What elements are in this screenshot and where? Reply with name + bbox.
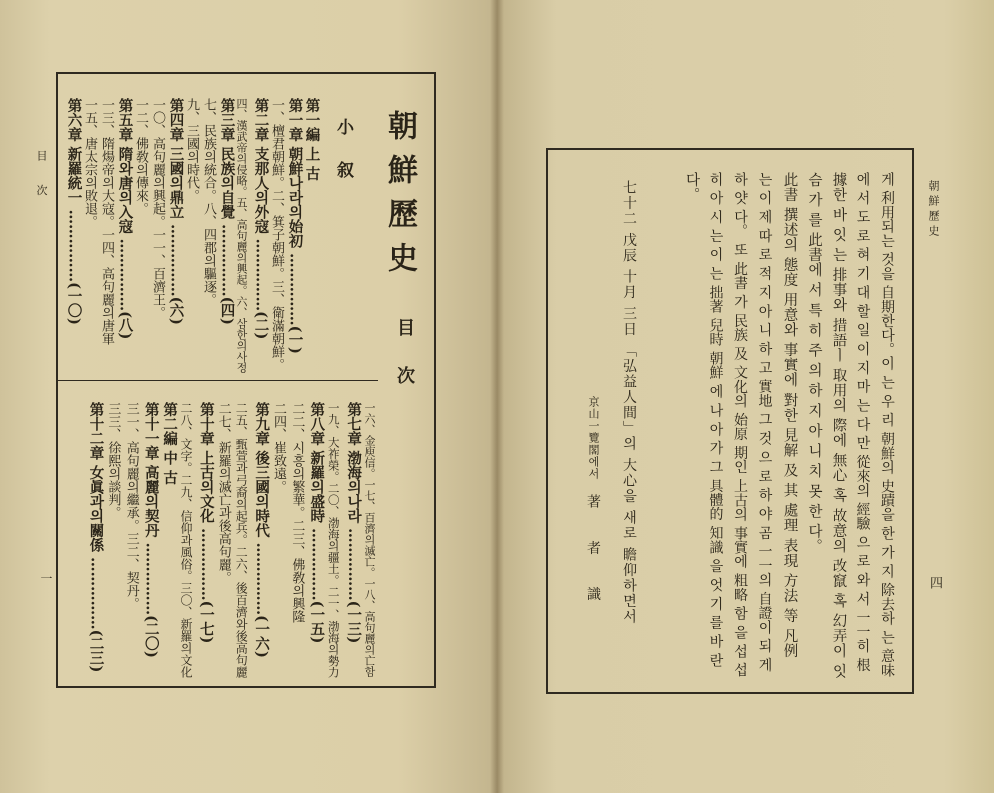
toc-lower-line-5: 二二、시흥의繁華。二三、佛敎의興隆: [289, 402, 305, 623]
left-folio: 一: [39, 572, 53, 584]
toc-upper-line-2: 第一章 朝鮮나라의始初 ……………(一): [286, 98, 304, 354]
toc-upper-line-8: 九、三國의時代。: [184, 98, 199, 202]
toc-upper-line-1: 第一編 上 古: [303, 98, 321, 181]
toc-upper-line-7: 七、民族의統合。八、四郡의驅逐。: [201, 98, 216, 306]
preface-line-6: 는 이 제 따 로 적 지 아 니 하 고 實地 그 것 으 로 하 야 곰 一一의 自證이 되 게: [756, 172, 773, 672]
left-side-label: 目 次: [35, 150, 48, 206]
toc-upper-line-10: 一〇、高句麗의興起。一一、百濟王。: [150, 98, 165, 319]
preface-line-5: 此書 撰述의 態度 用意와 事實에 對한 見解 及 其 處理 表現 方法 等 凡例: [781, 172, 798, 659]
preface-line-4: 슴 가 를 此書에 서 특 히 주 의 하 지 아 니 치 못 한 다。: [806, 172, 822, 554]
toc-upper-line-15: 第六章 新羅統一 ……………(一〇): [65, 98, 83, 325]
toc-lower-line-13: 第十一章 高麗의契丹 ……………(二〇): [142, 402, 160, 658]
running-head: 朝鮮歷史: [927, 180, 940, 240]
toc-lower-line-6: 二四、崔致遠。: [271, 402, 286, 493]
toc-upper-line-4: 第二章 支那人의外寇 ……………(二): [252, 98, 270, 340]
preface-line-2: 에 서 도 로 혀 기 대 할 일 이 지 마 는 다 만 從來의 經驗 으 로 와 서 一一히 根: [854, 172, 871, 672]
toc-upper-line-3: 一、檀君朝鮮。二、箕子朝鮮。三、衛滿朝鮮。: [269, 98, 284, 371]
toc-lower-line-4: 第八章 新羅의盛時 ……………(一五): [308, 402, 326, 644]
toc-divider: [58, 380, 378, 381]
toc-lower-line-14: 三一、高句麗의繼承。三二、契丹。: [123, 402, 139, 610]
preface-line-9: 다。: [683, 172, 700, 202]
toc-upper-line-13: 一三、隋煬帝의大寇。一四、高句麗의唐軍: [99, 98, 114, 345]
preface-signature: 著 者 識: [585, 494, 601, 615]
preface-label: 小 叙: [333, 118, 353, 188]
toc-upper-line-14: 一五、唐太宗의敗退。: [82, 98, 97, 228]
toc-lower-line-8: 二五、甄萱과弓裔의起兵。二六、後百濟와後高句麗: [234, 402, 249, 678]
preface-line-8: 히 아 시 는 이 는 拙著 兒時 朝鮮 에 나 아 가 그 具體的 知識 을 엇 기 를 바 란: [707, 172, 724, 668]
toc-lower-line-11: 二八、文字。二九、信仰과風俗。三〇、新羅의文化: [179, 402, 193, 678]
book-title: 朝鮮歷史: [382, 110, 417, 286]
preface-line-1: 게 利用되는 것을 自期한다。이 는 우 리 朝鮮의 史蹟을 한 가 지 除去하 는 意味: [879, 172, 895, 678]
toc-lower-line-10: 第十章 上古의文化 ……………(一七): [197, 402, 215, 644]
toc-upper-line-12: 第五章 隋와唐의入寇 ……………(八): [116, 98, 134, 340]
book-gutter: [490, 0, 504, 793]
toc-heading: 目 次: [394, 318, 415, 397]
toc-lower-line-1: 一六、金庾信。一七、百濟의滅亡。一八、高句麗의亡함: [363, 402, 376, 677]
toc-lower-line-16: 第十二章 女眞과의關係 ……………(二三): [87, 402, 105, 673]
toc-lower-line-9: 二七、新羅의滅亡과後高句麗。: [215, 402, 231, 584]
preface-line-3: 據한 바 잇 는 排事와 措語ㅣ 取用의 際에 無心 혹 故意의 改竄 혹 幻弄이 잇: [830, 172, 847, 679]
toc-upper-line-6: 第三章 民族의自覺 ……………(四): [218, 98, 236, 325]
preface-place-line: 京山一覽閣에서: [587, 396, 600, 480]
toc-upper-line-5: 四、漢武帝의侵略。五、高句麗의興起。六、삼한의사정: [235, 98, 248, 373]
toc-lower-line-3: 一九、大祚榮。二〇、渤海의疆土。二一、渤海의勢力: [326, 402, 341, 678]
toc-lower-line-15: 三三、徐熙의談判。: [105, 402, 121, 519]
toc-upper-line-9: 第四章 三國의鼎立 ……………(六): [167, 98, 185, 325]
right-folio: 四: [927, 576, 942, 589]
toc-lower-line-7: 第九章 後三國의時代 ……………(一六): [253, 402, 271, 658]
preface-line-7: 하 얏 다。 또 此書 가 民族 及 文化의 始原 期인 上古의 事實에 粗略 함 을 섭 섭: [732, 172, 748, 678]
toc-lower-line-2: 第七章 渤海의나라 ……………(一三): [345, 402, 363, 644]
toc-lower-line-12: 第二編 中 古: [161, 402, 179, 485]
preface-date-line: 七十二 戊辰 十月 三日 「弘益人間」의 大心을 새로 瞻仰하면서: [621, 180, 637, 625]
toc-upper-line-11: 一二、佛敎의傳來。: [133, 98, 148, 215]
